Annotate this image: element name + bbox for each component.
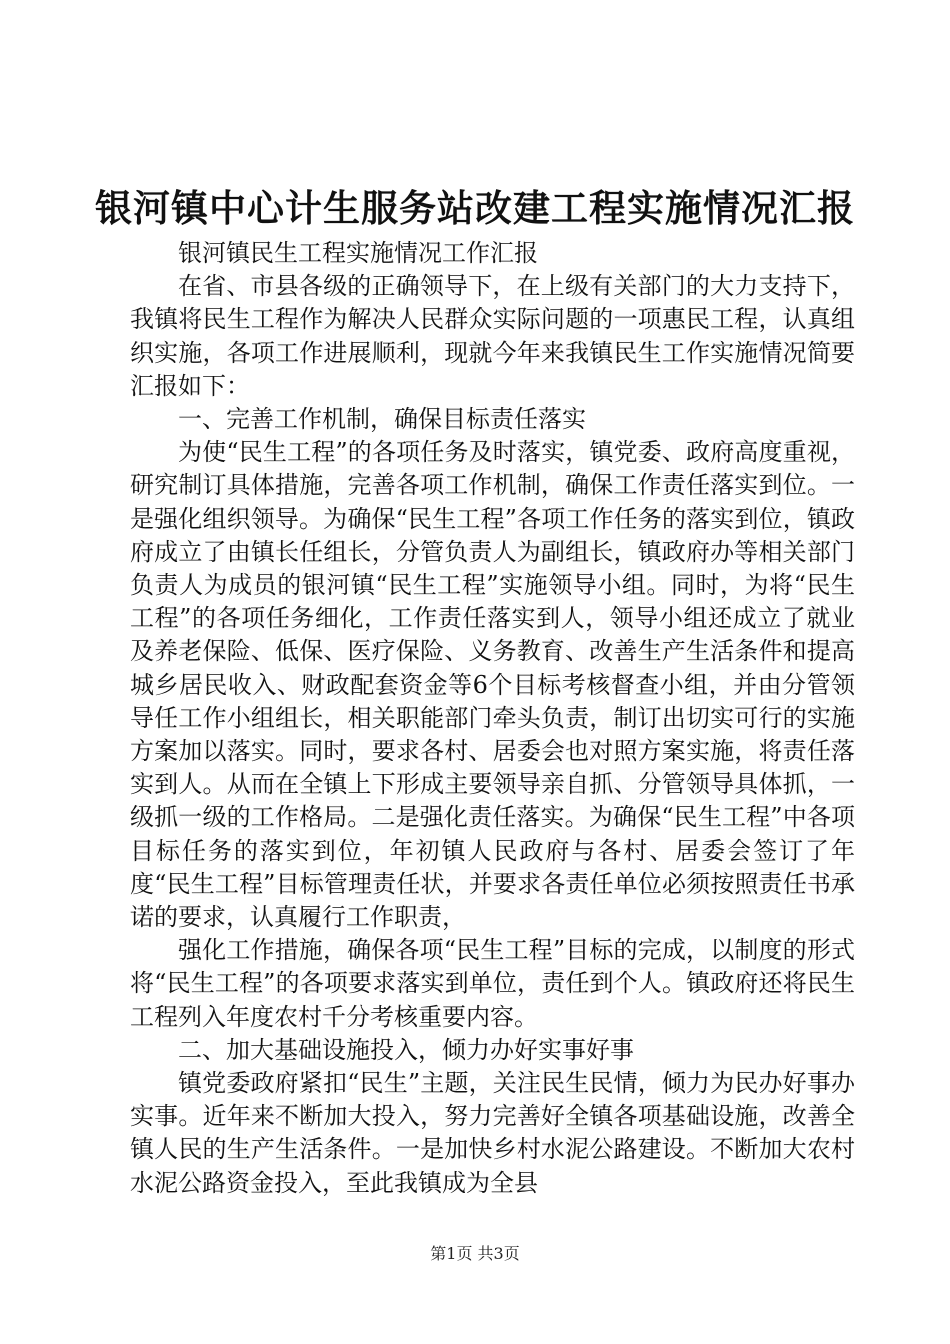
document-body bbox=[130, 237, 855, 1200]
paragraph-subtitle: 银河镇民生工程实施情况工作汇报 bbox=[178, 239, 538, 267]
section-heading-2: 二、加大基础设施投入，倾力办好实事好事 bbox=[178, 1035, 634, 1064]
page-number-footer: 第1页 共3页 bbox=[430, 1244, 520, 1263]
section-heading-1: 一、完善工作机制，确保目标责任落实 bbox=[178, 405, 586, 434]
paragraph-mechanism: 为使“民生工程”的各项任务及时落实，镇党委、政府高度重视，研究制订具体措施，完善各项工作机制，确保工作责任落实到位。一是强化组织领导。为确保“民生工程”各项工作任务的落实到位，镇政府成立了由镇长任组长，分管负责人为副组长，镇政府办等相关部门负责人为成员的银河镇“民生工程”实施领导小组。同时，为将“民生工程”的各项任务细化，工作责任落实到人，领导小组还成立了就业及养老保险、低保、医疗保险、义务教育、改善生产生活条件和提高城乡居民收入、财政配套资金等6个目标考核督查小组，并由分管领导任工作小组组长，相关职能部门牵头负责，制订出切实可行的实施方案加以落实。同时，要求各村、居委会也对照方案实施，将责任落实到人。从而在全镇上下形成主要领导亲自抓、分管领导具体抓，一级抓一级的工作格局。二是强化责任落实。为确保“民生工程”中各项目标任务的落实到位，年初镇人民政府与各村、居委会签订了年度“民生工程”目标管理责任状，并要求各责任单位必须按照责任书承诺的要求，认真履行工作职责， bbox=[130, 438, 855, 932]
paragraph-intro: 在省、市县各级的正确领导下，在上级有关部门的大力支持下，我镇将民生工程作为解决人民群众实际问题的一项惠民工程，认真组织实施，各项工作进展顺利，现就今年来我镇民生工作实施情况简要汇报如下： bbox=[130, 272, 855, 400]
paragraph-measures: 强化工作措施，确保各项“民生工程”目标的完成，以制度的形式将“民生工程”的各项要求落实到单位，责任到个人。镇政府还将民生工程列入年度农村千分考核重要内容。 bbox=[130, 936, 855, 1031]
document-title: 银河镇中心计生服务站改建工程实施情况汇报 bbox=[95, 186, 855, 230]
paragraph-infrastructure: 镇党委政府紧扣“民生”主题，关注民生民情，倾力为民办好事办实事。近年来不断加大投入，努力完善好全镇各项基础设施，改善全镇人民的生产生活条件。一是加快乡村水泥公路建设。不断加大农村水泥公路资金投入，至此我镇成为全县 bbox=[130, 1069, 855, 1197]
